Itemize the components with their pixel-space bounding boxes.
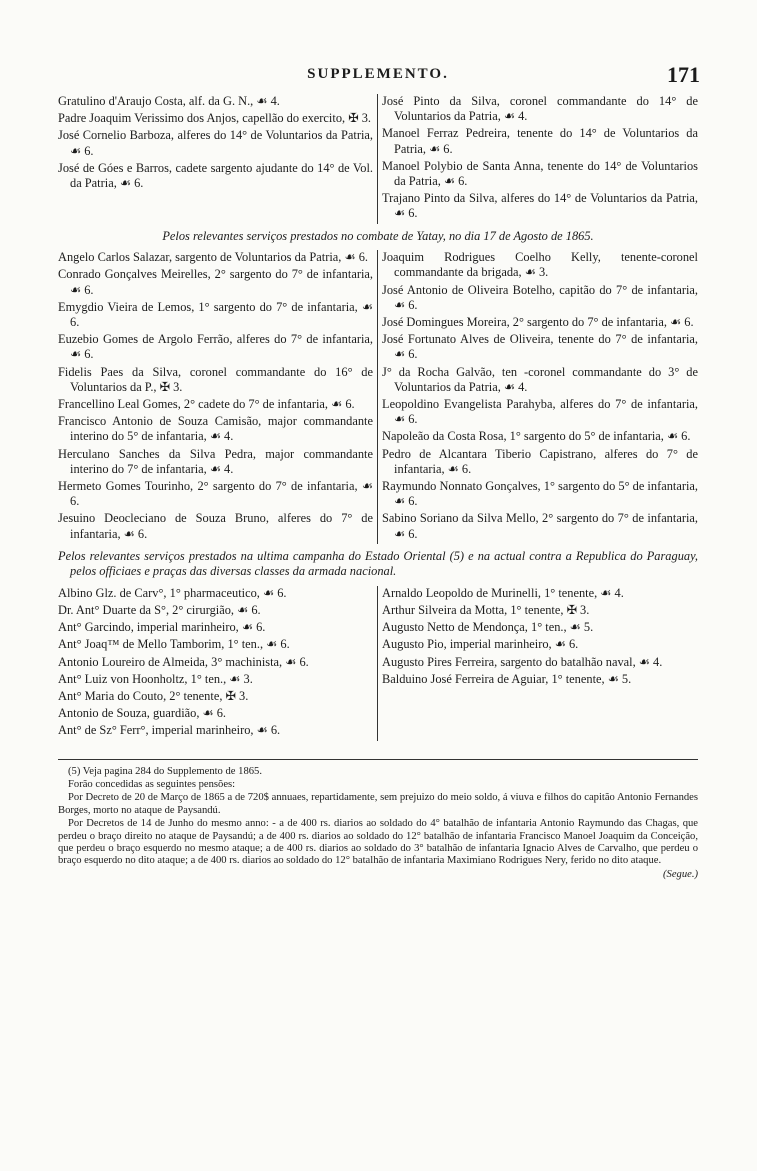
list-entry: Fidelis Paes da Silva, coronel commandante do 16° de Voluntarios da P., ✠ 3. <box>58 364 373 394</box>
list-entry: Emygdio Vieira de Lemos, 1° sargento do 7° de infantaria, ☙ 6. <box>58 299 373 329</box>
list-entry: Ant° de Sz° Ferr°, imperial marinheiro, ☙ 6. <box>58 723 281 738</box>
list-entry: José Domingues Moreira, 2° sargento do 7° de infantaria, ☙ 6. <box>382 314 694 329</box>
list-entry: Augusto Netto de Mendonça, 1° ten., ☙ 5. <box>382 620 594 635</box>
list-entry: Angelo Carlos Salazar, sargento de Voluntarios da Patria, ☙ 6. <box>58 250 368 265</box>
footnotes <box>58 766 698 882</box>
list-entry: Ant° Garcindo, imperial marinheiro, ☙ 6. <box>58 620 266 635</box>
continued-marker: (Segue.) <box>663 868 698 880</box>
running-title: SUPPLEMENTO. <box>307 66 449 82</box>
list-entry: José Cornelio Barboza, alferes do 14° de Voluntarios da Patria, ☙ 6. <box>58 128 373 158</box>
section1-columns <box>58 94 698 224</box>
list-entry: Raymundo Nonnato Gonçalves, 1° sargento do 5° de infantaria, ☙ 6. <box>382 478 698 509</box>
page-number: 171 <box>667 62 700 87</box>
list-entry: Ant° Luiz von Hoonholtz, 1° ten., ☙ 3. <box>58 671 253 686</box>
list-entry: Antonio Loureiro de Almeida, 3° machinista, ☙ 6. <box>58 654 309 669</box>
footnote-text: Por Decretos de 14 de Junho do mesmo anno: - a de 400 rs. diarios ao soldado do 4° batalhão de infantaria Antonio Raymundo das Chagas, que perdeu o braço direito no ataque de Paysandú; a de 400 rs. diarios ao soldado do 12° batalhão de infantaria Francisco Manoel Joaquim da Conceição, que perdeu o braço esquerdo no mesmo ataque; a de 400 rs. diarios ao soldado do 3° batalhão de infantaria Ignacio Alves de Carvalho, que perdeu o braço esquerdo no dito ataque; a de 400 rs. diarios ao soldado do 12° batalhão de infantaria Maximiano Rodrigues Nery, ferido no dito ataque. <box>58 818 698 867</box>
list-entry: Leopoldino Evangelista Parahyba, alferes do 7° de infantaria, ☙ 6. <box>382 396 698 427</box>
section-caption: Pelos relevantes serviços prestados no combate de Yatay, no dia 17 de Agosto de 1865. <box>162 228 594 243</box>
list-entry: Francisco Antonio de Souza Camisão, major commandante interino do 5° de infantaria, ☙ 4. <box>58 414 373 444</box>
section3-columns <box>58 586 698 741</box>
list-entry: Conrado Gonçalves Meirelles, 2° sargento do 7° de infantaria, ☙ 6. <box>58 267 373 297</box>
list-entry: Balduino José Ferreira de Aguiar, 1° tenente, ☙ 5. <box>382 671 632 686</box>
list-entry: Arthur Silveira da Motta, 1° tenente, ✠ 3. <box>382 602 590 617</box>
footnote-divider <box>58 759 698 760</box>
list-entry: Sabino Soriano da Silva Mello, 2° sargento do 7° de infantaria, ☙ 6. <box>382 511 698 541</box>
list-entry: Augusto Pires Ferreira, sargento do batalhão naval, ☙ 4. <box>382 654 663 669</box>
list-entry: J° da Rocha Galvão, ten -coronel commandante do 3° de Voluntarios da Patria, ☙ 4. <box>382 364 698 394</box>
section-caption: Pelos relevantes serviços prestados na ultima campanha do Estado Oriental (5) e na actual contra a Republica do Paraguay, pelos officiaes e praças das diversas classes da armada nacional. <box>58 548 698 579</box>
list-entry: Joaquim Rodrigues Coelho Kelly, tenente-coronel commandante da brigada, ☙ 3. <box>382 250 698 280</box>
footnote-reference: (5) Veja pagina 284 do Supplemento de 1865. <box>68 765 262 777</box>
section1-left-column <box>58 94 378 224</box>
list-entry: Augusto Pio, imperial marinheiro, ☙ 6. <box>382 637 579 652</box>
list-entry: José Fortunato Alves de Oliveira, tenente do 7° de infantaria, ☙ 6. <box>382 332 698 362</box>
document-page <box>58 62 700 882</box>
list-entry: Trajano Pinto da Silva, alferes do 14° de Voluntarios da Patria, ☙ 6. <box>382 191 698 221</box>
section2-columns <box>58 250 698 544</box>
list-entry: Albino Glz. de Carv°, 1° pharmaceutico, ☙ 6. <box>58 585 287 600</box>
list-entry: Manoel Polybio de Santa Anna, tenente do 14° de Voluntarios da Patria, ☙ 6. <box>382 158 698 189</box>
list-entry: Euzebio Gomes de Argolo Ferrão, alferes do 7° de infantaria, ☙ 6. <box>58 332 373 362</box>
footnote-text: Por Decreto de 20 de Março de 1865 a de 720$ annuaes, repartidamente, sem prejuizo do meio soldo, á viuva e filhos do capitão Antonio Fernandes Borges, morto no ataque de Paysandú. <box>58 792 698 816</box>
section2-left-column <box>58 250 378 544</box>
section3-right-column <box>378 586 698 741</box>
list-entry: Francellino Leal Gomes, 2° cadete do 7° de infantaria, ☙ 6. <box>58 396 355 411</box>
list-entry: Jesuino Deocleciano de Souza Bruno, alferes do 7° de infantaria, ☙ 6. <box>58 511 373 541</box>
list-entry: Padre Joaquim Verissimo dos Anjos, capellão do exercito, ✠ 3. <box>58 111 371 126</box>
list-entry: Dr. Ant° Duarte da S°, 2° cirurgião, ☙ 6. <box>58 602 261 617</box>
list-entry: Ant° Maria do Couto, 2° tenente, ✠ 3. <box>58 689 249 703</box>
list-entry: Napoleão da Costa Rosa, 1° sargento do 5° de infantaria, ☙ 6. <box>382 429 691 444</box>
section2-right-column <box>378 250 698 544</box>
list-entry: José Pinto da Silva, coronel commandante do 14° de Voluntarios da Patria, ☙ 4. <box>382 94 698 124</box>
section3-left-column <box>58 586 378 741</box>
list-entry: Gratulino d'Araujo Costa, alf. da G. N., ☙ 4. <box>58 94 280 108</box>
list-entry: Antonio de Souza, guardião, ☙ 6. <box>58 706 227 721</box>
list-entry: Arnaldo Leopoldo de Murinelli, 1° tenente, ☙ 4. <box>382 585 624 600</box>
footnote-text: Forão concedidas as seguintes pensões: <box>68 779 236 791</box>
list-entry: José Antonio de Oliveira Botelho, capitão do 7° de infantaria, ☙ 6. <box>382 282 698 312</box>
page-header <box>58 62 700 94</box>
section1-right-column <box>378 94 698 224</box>
list-entry: Herculano Sanches da Silva Pedra, major commandante interino do 7° de infantaria, ☙ 4. <box>58 446 373 476</box>
list-entry: Manoel Ferraz Pedreira, tenente do 14° de Voluntarios da Patria, ☙ 6. <box>382 126 698 156</box>
list-entry: Hermeto Gomes Tourinho, 2° sargento do 7° de infantaria, ☙ 6. <box>58 478 373 509</box>
list-entry: José de Góes e Barros, cadete sargento ajudante do 14° de Vol. da Patria, ☙ 6. <box>58 160 373 191</box>
list-entry: Ant° Joaq™ de Mello Tamborim, 1° ten., ☙ 6. <box>58 637 290 652</box>
list-entry: Pedro de Alcantara Tiberio Capistrano, alferes do 7° de infantaria, ☙ 6. <box>382 446 698 476</box>
